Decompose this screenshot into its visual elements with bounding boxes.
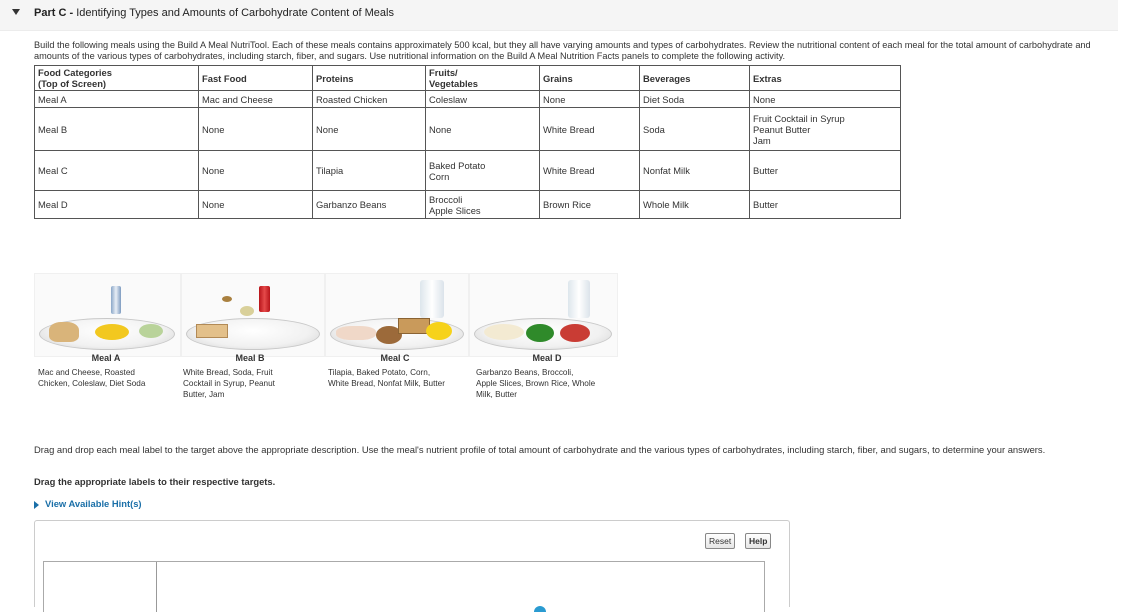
table-cell: None bbox=[199, 191, 313, 219]
table-cell: Fruit Cocktail in Syrup Peanut Butter Jam bbox=[750, 108, 901, 151]
meal-a-image bbox=[34, 273, 181, 357]
meal-b-image bbox=[181, 273, 325, 357]
table-cell: Meal A bbox=[35, 91, 199, 108]
meal-c-image bbox=[325, 273, 469, 357]
drag-drop-activity bbox=[34, 520, 790, 607]
corn-icon bbox=[426, 322, 452, 340]
coleslaw-icon bbox=[139, 324, 163, 338]
table-cell: Mac and Cheese bbox=[199, 91, 313, 108]
drag-handle-icon[interactable] bbox=[534, 606, 546, 612]
bread-icon bbox=[196, 324, 228, 338]
table-header-cell: Fruits/ Vegetables bbox=[426, 66, 540, 91]
meal-c-description: Tilapia, Baked Potato, Corn, White Bread, Nonfat Milk, Butter bbox=[328, 368, 445, 388]
table-row bbox=[35, 151, 901, 191]
part-header[interactable] bbox=[0, 0, 1118, 31]
table-cell: Coleslaw bbox=[426, 91, 540, 108]
milk-glass-icon bbox=[568, 280, 590, 318]
table-cell: Garbanzo Beans bbox=[313, 191, 426, 219]
drag-instruction: Drag the appropriate labels to their respective targets. bbox=[34, 476, 276, 487]
table-cell: Nonfat Milk bbox=[640, 151, 750, 191]
intro-text: Build the following meals using the Build A Meal NutriTool. Each of these meals contains approximately 500 kcal, but they all have varying amounts and types of carbohydrates. Review the nutritional content of each meal for the total amount of carbohydrate and amounts of the various types of carbohydrates, including starch, fiber, and sugars. Use nutritional information on the Build A Meal Nutrition Facts panels to complete the following activity. bbox=[34, 40, 1091, 61]
table-cell: None bbox=[199, 151, 313, 191]
meal-d-label[interactable]: Meal D bbox=[532, 353, 562, 363]
meal-b-description: White Bread, Soda, Fruit Cocktail in Syrup, Peanut Butter, Jam bbox=[183, 368, 275, 399]
meal-d-description: Garbanzo Beans, Broccoli, Apple Slices, Brown Rice, Whole Milk, Butter bbox=[476, 368, 596, 399]
table-cell: None bbox=[199, 108, 313, 151]
fruit-cocktail-icon bbox=[240, 306, 254, 316]
brown-rice-icon bbox=[484, 324, 524, 340]
soda-can-icon bbox=[259, 286, 270, 312]
reset-button[interactable]: Reset bbox=[705, 533, 735, 549]
table-row bbox=[35, 191, 901, 219]
drop-target-area[interactable] bbox=[43, 561, 765, 612]
chicken-icon bbox=[49, 322, 79, 342]
mac-cheese-icon bbox=[95, 324, 129, 340]
meal-a-description: Mac and Cheese, Roasted Chicken, Coleslaw, Diet Soda bbox=[38, 368, 146, 388]
apple-slices-icon bbox=[560, 324, 590, 342]
table-cell: Meal B bbox=[35, 108, 199, 151]
table-cell: Baked Potato Corn bbox=[426, 151, 540, 191]
view-hints-label: View Available Hint(s) bbox=[45, 498, 142, 509]
table-header-cell: Fast Food bbox=[199, 66, 313, 91]
instructions-text: Drag and drop each meal label to the target above the appropriate description. Use the meal's nutrient profile of total amount of carbohydrate and the various types of carbohydrates, including starch, fiber, and sugars, to determine your answers. bbox=[34, 444, 1046, 455]
table-cell: Broccoli Apple Slices bbox=[426, 191, 540, 219]
meal-a-label[interactable]: Meal A bbox=[91, 353, 121, 363]
tilapia-icon bbox=[336, 326, 376, 340]
collapse-caret-icon[interactable] bbox=[12, 9, 20, 15]
expand-caret-icon bbox=[34, 501, 39, 509]
target-divider bbox=[156, 562, 157, 612]
table-cell: White Bread bbox=[540, 108, 640, 151]
table-cell: None bbox=[540, 91, 640, 108]
table-cell: Butter bbox=[750, 151, 901, 191]
table-cell: White Bread bbox=[540, 151, 640, 191]
broccoli-icon bbox=[526, 324, 554, 342]
table-header-row bbox=[35, 66, 901, 91]
table-cell: Butter bbox=[750, 191, 901, 219]
meal-c-label[interactable]: Meal C bbox=[380, 353, 410, 363]
part-title bbox=[34, 7, 394, 19]
meal-b-label[interactable]: Meal B bbox=[235, 353, 265, 363]
peanut-butter-icon bbox=[222, 296, 232, 302]
table-cell: Diet Soda bbox=[640, 91, 750, 108]
meals-table bbox=[34, 65, 901, 219]
soda-can-icon bbox=[111, 286, 121, 314]
table-cell: Meal D bbox=[35, 191, 199, 219]
table-header-cell: Grains bbox=[540, 66, 640, 91]
table-cell: Whole Milk bbox=[640, 191, 750, 219]
table-cell: Meal C bbox=[35, 151, 199, 191]
table-row bbox=[35, 108, 901, 151]
milk-glass-icon bbox=[420, 280, 444, 318]
table-cell: None bbox=[426, 108, 540, 151]
table-header-cell: Food Categories (Top of Screen) bbox=[35, 66, 199, 91]
part-prefix: Part C - bbox=[34, 7, 74, 19]
table-cell: None bbox=[750, 91, 901, 108]
table-cell: Soda bbox=[640, 108, 750, 151]
table-header-cell: Beverages bbox=[640, 66, 750, 91]
table-header-cell: Proteins bbox=[313, 66, 426, 91]
view-hints-link[interactable] bbox=[34, 498, 142, 509]
table-header-cell: Extras bbox=[750, 66, 901, 91]
table-cell: Tilapia bbox=[313, 151, 426, 191]
table-cell: Roasted Chicken bbox=[313, 91, 426, 108]
table-cell: Brown Rice bbox=[540, 191, 640, 219]
table-cell: None bbox=[313, 108, 426, 151]
part-title-text: Identifying Types and Amounts of Carbohydrate Content of Meals bbox=[76, 7, 394, 19]
help-button[interactable]: Help bbox=[745, 533, 771, 549]
meal-d-image bbox=[469, 273, 618, 357]
table-row bbox=[35, 91, 901, 108]
